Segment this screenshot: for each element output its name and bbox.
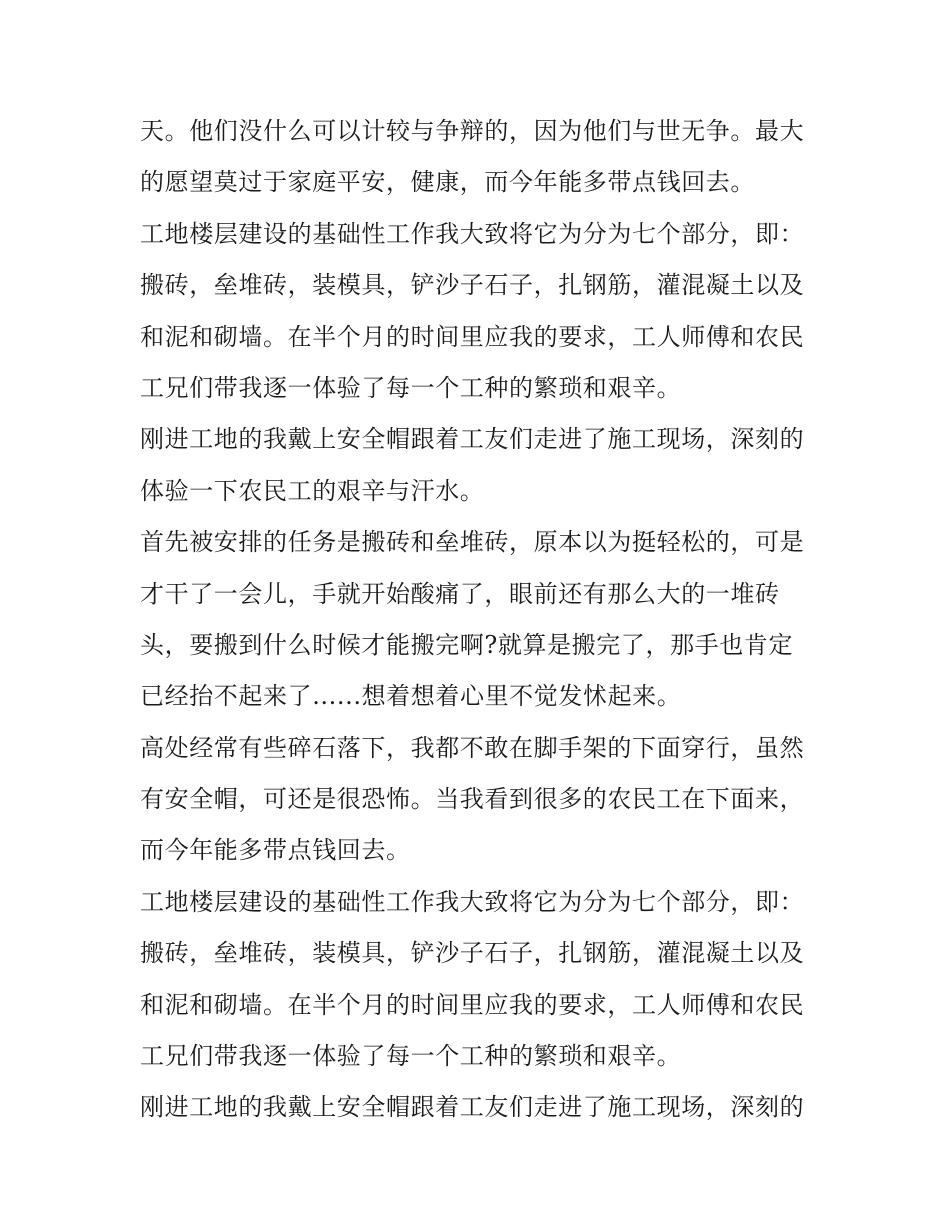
- text-line: 工地楼层建设的基础性工作我大致将它为分为七个部分，即：: [140, 887, 805, 916]
- text-line: 体验一下农民工的艰辛与汗水。: [140, 476, 485, 505]
- text-line: 有安全帽，可还是很恐怖。当我看到很多的农民工在下面来，: [140, 785, 805, 814]
- text-line: 的愿望莫过于家庭平安，健康，而今年能多带点钱回去。: [140, 168, 755, 197]
- text-line: 搬砖，垒堆砖，装模具，铲沙子石子，扎钢筋，灌混凝土以及: [140, 939, 805, 968]
- text-line: 刚进工地的我戴上安全帽跟着工友们走进了施工现场，深刻的: [140, 425, 805, 454]
- text-line: 才干了一会儿，手就开始酸痛了，眼前还有那么大的一堆砖: [140, 579, 780, 608]
- text-line: 高处经常有些碎石落下，我都不敢在脚手架的下面穿行，虽然: [140, 733, 805, 762]
- text-line: 和泥和砌墙。在半个月的时间里应我的要求，工人师傅和农民: [140, 322, 805, 351]
- text-line: 已经抬不起来了......想着想着心里不觉发怵起来。: [140, 682, 682, 711]
- text-line: 工兄们带我逐一体验了每一个工种的繁琐和艰辛。: [140, 373, 682, 402]
- text-line: 首先被安排的任务是搬砖和垒堆砖，原本以为挺轻松的，可是: [140, 528, 805, 557]
- text-line: 搬砖，垒堆砖，装模具，铲沙子石子，扎钢筋，灌混凝土以及: [140, 271, 805, 300]
- text-line: 工地楼层建设的基础性工作我大致将它为分为七个部分，即：: [140, 219, 805, 248]
- text-line: 而今年能多带点钱回去。: [140, 836, 411, 865]
- document-body: [140, 106, 820, 1134]
- text-line: 天。他们没什么可以计较与争辩的，因为他们与世无争。最大: [140, 117, 805, 145]
- text-line: 工兄们带我逐一体验了每一个工种的繁琐和艰辛。: [140, 1042, 682, 1071]
- text-line: 头，要搬到什么时候才能搬完啊?就算是搬完了，那手也肯定: [140, 630, 794, 659]
- text-line: 和泥和砌墙。在半个月的时间里应我的要求，工人师傅和农民: [140, 990, 805, 1019]
- text-line: 刚进工地的我戴上安全帽跟着工友们走进了施工现场，深刻的: [140, 1093, 805, 1122]
